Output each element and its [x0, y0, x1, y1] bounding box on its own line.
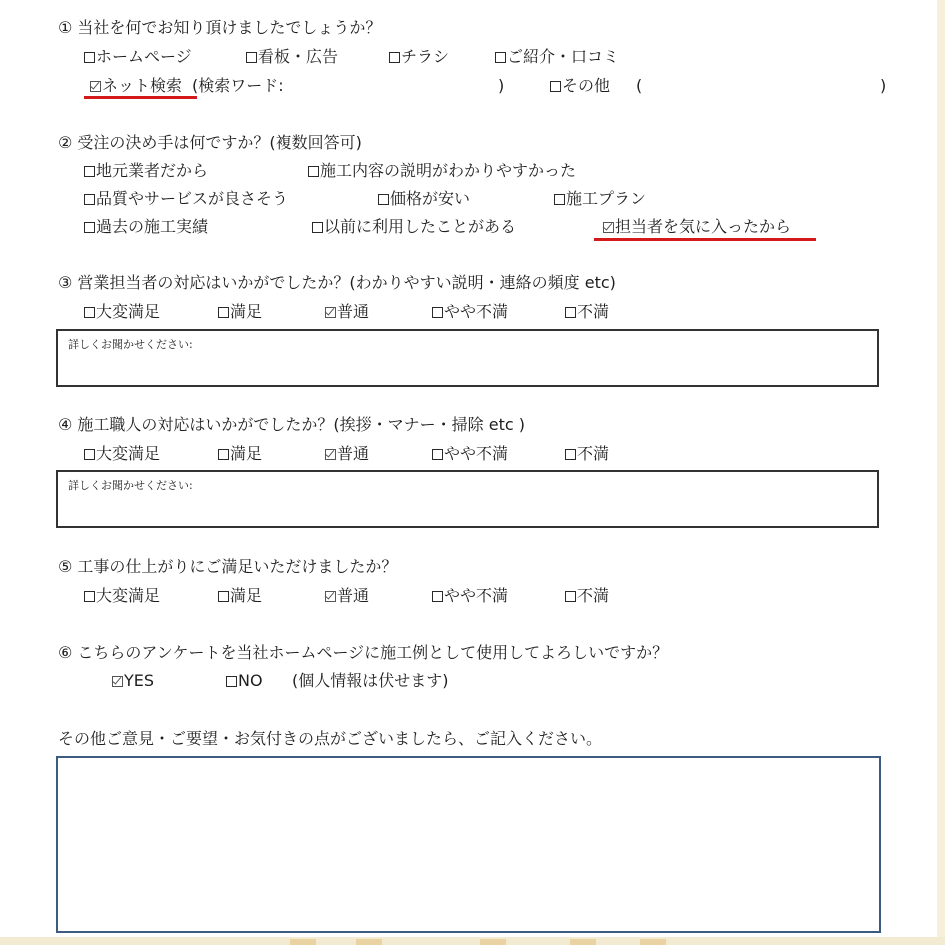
q1-other-close-paren: ) — [880, 76, 887, 95]
checkbox-icon[interactable] — [218, 591, 229, 602]
q1-other-open-paren: ( — [636, 76, 643, 95]
q1-option-referral[interactable]: ご紹介・口コミ — [495, 49, 619, 65]
q3-title: ③ 営業担当者の対応はいかがでしたか？(わかりやすい説明・連絡の頻度 etc) — [58, 273, 616, 292]
q6-option-yes[interactable]: YES — [112, 673, 154, 689]
q1-option-flyer[interactable]: チラシ — [389, 49, 449, 65]
checkbox-icon[interactable] — [308, 166, 319, 177]
q6-note: (個人情報は伏せます) — [292, 671, 449, 690]
checkbox-icon[interactable] — [84, 591, 95, 602]
q7-title: その他ご意見・ご要望・お気付きの点がございましたら、ご記入ください。 — [58, 729, 603, 748]
q2-option-used-before[interactable]: 以前に利用したことがある — [312, 219, 516, 235]
checkbox-icon[interactable] — [246, 52, 257, 63]
q4-comment-box[interactable] — [56, 470, 879, 528]
q7-comment-box[interactable] — [56, 756, 881, 933]
checkbox-icon[interactable] — [226, 676, 237, 687]
checkbox-icon[interactable] — [84, 166, 95, 177]
q1-option-other[interactable]: その他 — [550, 78, 610, 94]
q1-option-net-search[interactable]: ネット検索 — [90, 78, 182, 94]
checkbox-icon[interactable] — [565, 307, 576, 318]
q4-option-satisfied[interactable]: 満足 — [218, 446, 262, 462]
checkbox-icon[interactable] — [432, 307, 443, 318]
paper-stripe — [640, 939, 666, 945]
checkbox-icon[interactable] — [84, 194, 95, 205]
paper-stripe — [356, 939, 382, 945]
q5-title: ⑤ 工事の仕上がりにご満足いただけましたか？ — [58, 557, 398, 576]
checkbox-icon[interactable] — [389, 52, 400, 63]
q6-option-no[interactable]: NO — [226, 673, 263, 689]
q5-option-dissatisfied[interactable]: 不満 — [565, 588, 609, 604]
q2-option-liked-staff[interactable]: 担当者を気に入ったから — [603, 219, 791, 235]
paper-stripe — [570, 939, 596, 945]
q2-title: ② 受注の決め手は何ですか？(複数回答可) — [58, 133, 362, 152]
q1-option-homepage[interactable]: ホームページ — [84, 49, 192, 65]
q3-comment-label: 詳しくお聞かせください: — [68, 338, 193, 351]
checkbox-checked-icon[interactable] — [603, 222, 614, 233]
q4-option-very-satisfied[interactable]: 大変満足 — [84, 446, 160, 462]
highlight-underline — [594, 238, 816, 241]
checkbox-checked-icon[interactable] — [90, 81, 101, 92]
q2-option-plan[interactable]: 施工プラン — [554, 191, 646, 207]
paper-stripe — [290, 939, 316, 945]
q1-option-signboard[interactable]: 看板・広告 — [246, 49, 338, 65]
checkbox-icon[interactable] — [84, 222, 95, 233]
q5-option-somewhat-dissatisfied[interactable]: やや不満 — [432, 588, 508, 604]
q2-option-track-record[interactable]: 過去の施工実績 — [84, 219, 208, 235]
q3-comment-box[interactable] — [56, 329, 879, 387]
q4-option-dissatisfied[interactable]: 不満 — [565, 446, 609, 462]
highlight-underline — [84, 96, 197, 99]
checkbox-icon[interactable] — [378, 194, 389, 205]
checkbox-icon[interactable] — [554, 194, 565, 205]
checkbox-checked-icon[interactable] — [112, 676, 123, 687]
checkbox-icon[interactable] — [84, 449, 95, 460]
q4-title: ④ 施工職人の対応はいかがでしたか？(挨拶・マナー・掃除 etc ) — [58, 415, 526, 434]
paper-edge-bottom — [0, 937, 945, 945]
q5-option-very-satisfied[interactable]: 大変満足 — [84, 588, 160, 604]
q6-title: ⑥ こちらのアンケートを当社ホームページに施工例として使用してよろしいですか？ — [58, 643, 669, 662]
checkbox-icon[interactable] — [84, 52, 95, 63]
q3-option-neutral[interactable]: 普通 — [325, 304, 369, 320]
checkbox-icon[interactable] — [312, 222, 323, 233]
q2-option-local[interactable]: 地元業者だから — [84, 163, 208, 179]
checkbox-checked-icon[interactable] — [325, 307, 336, 318]
q1-keyword-label: (検索ワード: — [192, 76, 284, 95]
q3-option-satisfied[interactable]: 満足 — [218, 304, 262, 320]
paper-edge-right — [937, 0, 945, 945]
checkbox-icon[interactable] — [550, 81, 561, 92]
paper-stripe — [480, 939, 506, 945]
checkbox-icon[interactable] — [218, 449, 229, 460]
q1-keyword-close-paren: ) — [498, 76, 505, 95]
q3-option-dissatisfied[interactable]: 不満 — [565, 304, 609, 320]
q4-comment-label: 詳しくお聞かせください: — [68, 479, 193, 492]
q3-option-somewhat-dissatisfied[interactable]: やや不満 — [432, 304, 508, 320]
checkbox-checked-icon[interactable] — [325, 591, 336, 602]
checkbox-icon[interactable] — [432, 591, 443, 602]
q2-option-price[interactable]: 価格が安い — [378, 191, 470, 207]
checkbox-icon[interactable] — [432, 449, 443, 460]
q3-option-very-satisfied[interactable]: 大変満足 — [84, 304, 160, 320]
q4-option-somewhat-dissatisfied[interactable]: やや不満 — [432, 446, 508, 462]
q2-option-explanation[interactable]: 施工内容の説明がわかりやすかった — [308, 163, 576, 179]
checkbox-icon[interactable] — [84, 307, 95, 318]
checkbox-icon[interactable] — [495, 52, 506, 63]
checkbox-icon[interactable] — [565, 591, 576, 602]
q5-option-satisfied[interactable]: 満足 — [218, 588, 262, 604]
checkbox-icon[interactable] — [218, 307, 229, 318]
checkbox-checked-icon[interactable] — [325, 449, 336, 460]
q2-option-quality[interactable]: 品質やサービスが良さそう — [84, 191, 288, 207]
q4-option-neutral[interactable]: 普通 — [325, 446, 369, 462]
q5-option-neutral[interactable]: 普通 — [325, 588, 369, 604]
q1-title: ① 当社を何でお知り頂けましたでしょうか？ — [58, 18, 382, 37]
checkbox-icon[interactable] — [565, 449, 576, 460]
